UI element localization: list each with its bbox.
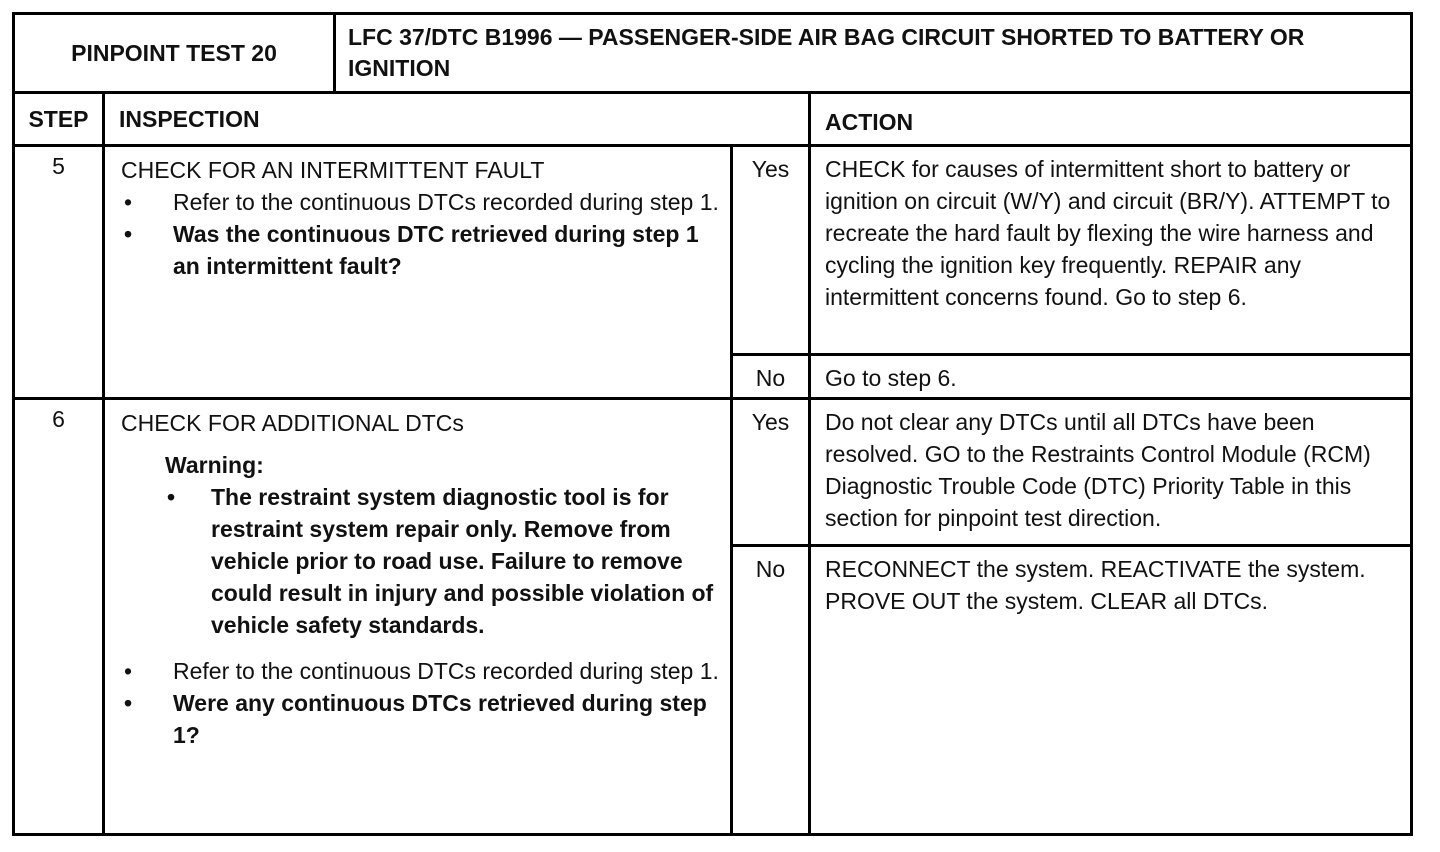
- column-header-step: [15, 94, 105, 147]
- warning-label: Warning:: [165, 452, 264, 478]
- test-title-cell: [336, 15, 1410, 94]
- answer-yes: [733, 400, 808, 547]
- action-no: [811, 356, 1410, 397]
- question-text: Was the continuous DTC retrieved during step 1 an intermittent fault?: [173, 221, 699, 279]
- action-yes: [811, 400, 1410, 547]
- inspection-question: [121, 687, 730, 751]
- warning-block: [165, 449, 730, 641]
- answer-label: Yes: [751, 156, 790, 182]
- bullet-icon: •: [167, 484, 176, 510]
- action-no: [811, 547, 1410, 833]
- warning-item: [165, 481, 730, 641]
- bullet-icon: •: [124, 221, 133, 247]
- action-yes: [811, 147, 1410, 356]
- action-text: Go to step 6.: [825, 365, 957, 391]
- inspection-bullets: [121, 186, 730, 282]
- column-header-action: [811, 94, 1410, 147]
- step-number-cell: [15, 147, 105, 397]
- step-number-cell: [15, 400, 105, 833]
- step-row-5: [15, 147, 1410, 400]
- pinpoint-test-table: [12, 12, 1413, 836]
- inspection-bullets: [121, 655, 730, 751]
- inspection-header-label: INSPECTION: [119, 105, 260, 132]
- inspection-cell: [105, 147, 733, 397]
- answer-label: Yes: [751, 409, 790, 435]
- inspection-question: [121, 218, 730, 282]
- inspection-bullet: [121, 186, 730, 218]
- inspection-heading: CHECK FOR ADDITIONAL DTCs: [121, 410, 464, 436]
- question-text: Were any continuous DTCs retrieved during step 1?: [173, 690, 707, 748]
- test-title: LFC 37/DTC B1996 — PASSENGER-SIDE AIR BAG CIRCUIT SHORTED TO BATTERY OR IGNITION: [348, 24, 1305, 81]
- action-header-label: ACTION: [825, 108, 914, 135]
- action-text: CHECK for causes of intermittent short to battery or ignition on circuit (W/Y) and circuit (BR/Y). ATTEMPT to recreate the hard fault by flexing the wire harness and cycling the ignition key frequently. REPAIR any intermittent concerns found. Go to step 6.: [825, 156, 1391, 310]
- test-number: PINPOINT TEST 20: [71, 39, 277, 66]
- step-row-6: [15, 400, 1410, 833]
- action-column: [811, 400, 1410, 833]
- warning-text: The restraint system diagnostic tool is for restraint system repair only. Remove from vehicle prior to road use. Failure to remove could result in injury and possible violation of vehicle safety standards.: [211, 484, 714, 638]
- answer-column: [733, 400, 811, 833]
- answer-no: [733, 356, 808, 397]
- bullet-icon: •: [124, 189, 133, 215]
- answer-no: [733, 547, 808, 833]
- bullet-icon: •: [124, 658, 133, 684]
- answer-label: No: [755, 365, 786, 391]
- action-text: RECONNECT the system. REACTIVATE the system. PROVE OUT the system. CLEAR all DTCs.: [825, 556, 1366, 614]
- bullet-text: Refer to the continuous DTCs recorded during step 1.: [173, 658, 719, 684]
- answer-label: No: [755, 556, 786, 582]
- step-header-label: STEP: [28, 105, 89, 132]
- bullet-text: Refer to the continuous DTCs recorded during step 1.: [173, 189, 719, 215]
- action-column: [811, 147, 1410, 397]
- answer-yes: [733, 147, 808, 356]
- column-header-inspection: [105, 94, 811, 147]
- test-number-cell: [15, 15, 336, 94]
- spacer: [121, 641, 730, 655]
- inspection-heading: CHECK FOR AN INTERMITTENT FAULT: [121, 157, 545, 183]
- step-number: 5: [52, 153, 65, 179]
- answer-column: [733, 147, 811, 397]
- inspection-bullet: [121, 655, 730, 687]
- action-text: Do not clear any DTCs until all DTCs have been resolved. GO to the Restraints Control Module (RCM) Diagnostic Trouble Code (DTC) Priority Table in this section for pinpoint test direction.: [825, 409, 1371, 531]
- bullet-icon: •: [124, 690, 133, 716]
- step-number: 6: [52, 406, 65, 432]
- warning-bullets: [165, 481, 730, 641]
- inspection-cell: [105, 400, 733, 833]
